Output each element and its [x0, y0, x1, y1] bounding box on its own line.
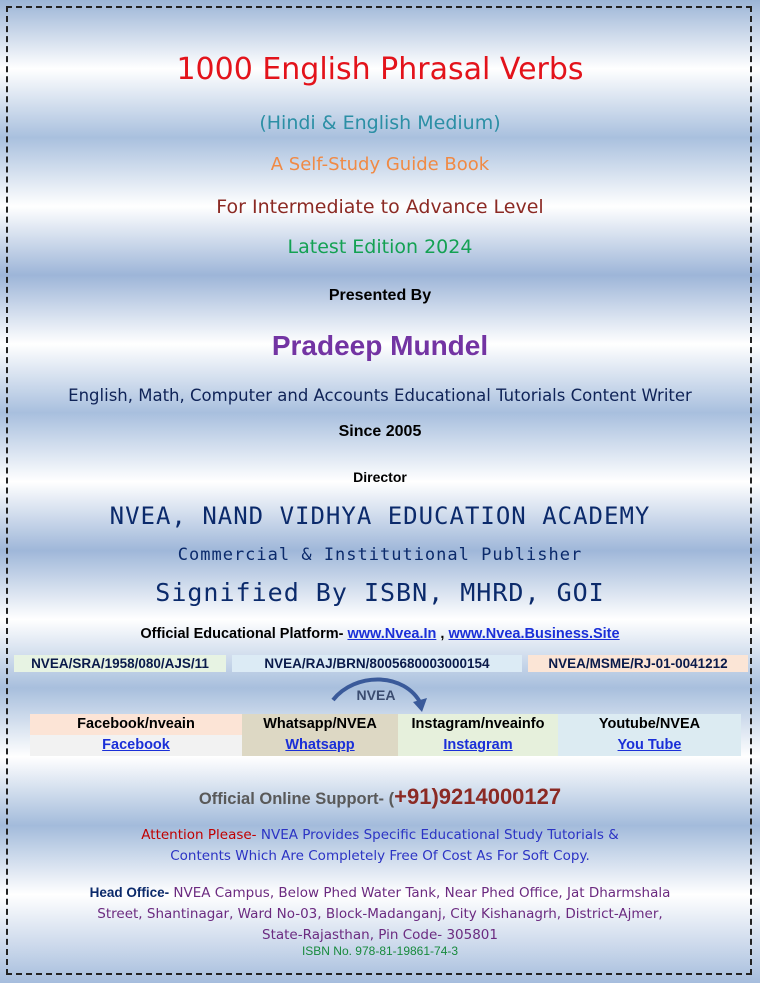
social-table	[30, 714, 741, 756]
platform-separator: ,	[440, 626, 445, 642]
registration-sra: NVEA/SRA/1958/080/AJS/11	[14, 655, 226, 672]
guide-subtitle: A Self-Study Guide Book	[270, 154, 490, 175]
nvea-in-link[interactable]: www.Nvea.In	[347, 626, 437, 642]
attention-line-2: Contents Which Are Completely Free Of Cost As For Soft Copy.	[170, 848, 590, 864]
edition-subtitle: Latest Edition 2024	[287, 236, 473, 258]
isbn-number: ISBN No. 978-81-19861-74-3	[301, 944, 459, 958]
address-line-1: NVEA Campus, Below Phed Water Tank, Near Phed Office, Jat Dharmshala	[173, 885, 671, 901]
level-subtitle: For Intermediate to Advance Level	[216, 196, 544, 218]
whatsapp-link[interactable]: Whatsapp	[242, 735, 398, 756]
nvea-badge: NVEA	[356, 687, 396, 703]
whatsapp-handle: Whatsapp/NVEA	[242, 714, 398, 735]
platform-line	[0, 626, 760, 642]
address-line-3: State-Rajasthan, Pin Code- 305801	[262, 927, 498, 943]
social-facebook	[30, 714, 242, 756]
attention-line-1: NVEA Provides Specific Educational Study Tutorials &	[260, 827, 619, 843]
address-line-2: Street, Shantinagar, Ward No-03, Block-Madanganj, City Kishanagrh, District-Ajmer,	[97, 906, 663, 922]
instagram-link[interactable]: Instagram	[398, 735, 558, 756]
medium-subtitle: (Hindi & English Medium)	[259, 112, 501, 134]
presented-by: Presented By	[328, 287, 432, 304]
book-title: 1000 English Phrasal Verbs	[176, 52, 584, 87]
youtube-handle: Youtube/NVEA	[558, 714, 741, 735]
platform-label: Official Educational Platform-	[140, 626, 344, 642]
publisher-type: Commercial & Institutional Publisher	[177, 545, 583, 565]
youtube-link[interactable]: You Tube	[558, 735, 741, 756]
signified-line: Signified By ISBN, MHRD, GOI	[155, 578, 605, 607]
since-year: Since 2005	[338, 423, 422, 440]
support-label: Official Online Support- (	[198, 790, 395, 808]
social-instagram	[398, 714, 558, 756]
support-line	[0, 784, 760, 810]
support-phone: +91)9214000127	[394, 784, 562, 809]
instagram-handle: Instagram/nveainfo	[398, 714, 558, 735]
attention-block	[0, 825, 760, 867]
address-label: Head Office-	[89, 885, 170, 900]
address-block	[0, 882, 760, 946]
registration-brn: NVEA/RAJ/BRN/8005680003000154	[232, 655, 522, 672]
social-whatsapp	[242, 714, 398, 756]
director-label: Director	[353, 469, 407, 485]
social-youtube	[558, 714, 741, 756]
registration-msme: NVEA/MSME/RJ-01-0041212	[528, 655, 748, 672]
facebook-link[interactable]: Facebook	[30, 735, 242, 756]
attention-label: Attention Please-	[141, 827, 257, 843]
facebook-handle: Facebook/nveain	[30, 714, 242, 735]
organization-name: NVEA, NAND VIDHYA EDUCATION ACADEMY	[109, 502, 651, 530]
author-name: Pradeep Mundel	[271, 330, 489, 361]
author-role: English, Math, Computer and Accounts Educational Tutorials Content Writer	[68, 386, 692, 405]
nvea-business-link[interactable]: www.Nvea.Business.Site	[448, 626, 620, 642]
